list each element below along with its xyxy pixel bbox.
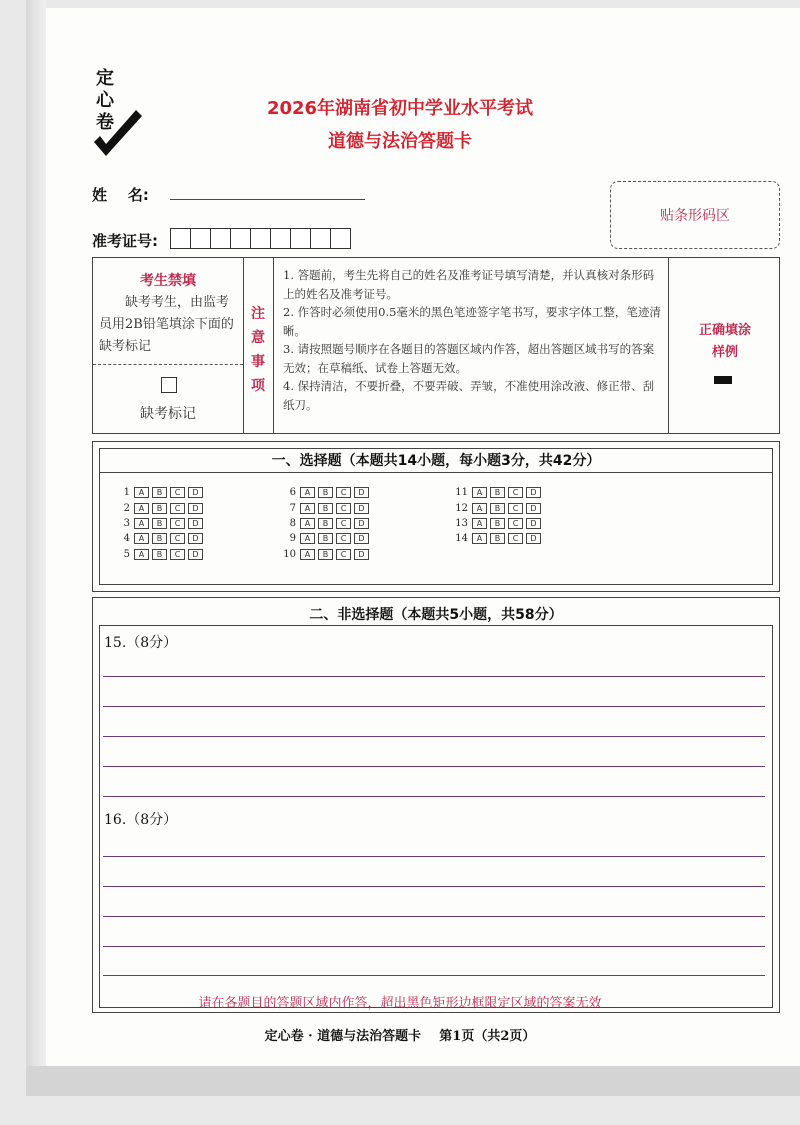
barcode-area — [610, 181, 780, 249]
page-shadow-bottom — [26, 1066, 800, 1096]
answer-bubble-c[interactable]: C — [170, 518, 185, 529]
filled-sample-mark — [714, 376, 732, 384]
notes-heading — [245, 302, 271, 398]
exam-id-digit-box[interactable] — [310, 228, 331, 249]
answer-bubble-b[interactable]: B — [152, 487, 167, 498]
answer-bubble-c[interactable]: C — [170, 533, 185, 544]
choice-question-row — [112, 531, 206, 546]
question-number: 1 — [123, 487, 130, 499]
answer-bubble-b[interactable]: B — [490, 487, 505, 498]
answer-bubble-d[interactable]: D — [526, 503, 541, 514]
choice-question-row — [450, 516, 544, 531]
answer-bubble-a[interactable]: A — [300, 503, 315, 514]
exam-id-digit-box[interactable] — [230, 228, 251, 249]
divider — [273, 258, 274, 433]
choice-question-row — [112, 516, 206, 531]
absent-mark-label: 缺考标记 — [140, 406, 196, 422]
answer-bubble-d[interactable]: D — [526, 533, 541, 544]
question-number: 13 — [455, 517, 468, 529]
name-field[interactable] — [170, 199, 365, 200]
exam-id-digit-box[interactable] — [290, 228, 311, 249]
answer-bubble-a[interactable]: A — [300, 533, 315, 544]
answer-bubble-a[interactable]: A — [472, 503, 487, 514]
divider — [93, 364, 243, 365]
exam-id-label: 准考证号: — [92, 232, 158, 250]
answer-line[interactable] — [103, 946, 765, 947]
answer-bubble-b[interactable]: B — [318, 518, 333, 529]
answer-bubble-a[interactable]: A — [134, 549, 149, 560]
answer-bubble-a[interactable]: A — [300, 487, 315, 498]
answer-bubble-d[interactable]: D — [354, 549, 369, 560]
choice-column — [278, 485, 372, 562]
divider — [99, 472, 773, 473]
exam-id-digit-box[interactable] — [250, 228, 271, 249]
choice-question-row — [278, 500, 372, 515]
answer-bubble-d[interactable]: D — [188, 518, 203, 529]
absent-text: 缺考考生，由监考员用2B铅笔填涂下面的缺考标记 — [99, 295, 234, 354]
free-response-section — [92, 597, 780, 1013]
page-footer: 定心卷 · 道德与法治答题卡 第1页（共2页） — [264, 1029, 536, 1044]
question-number: 12 — [455, 502, 468, 514]
answer-bubble-d[interactable]: D — [188, 533, 203, 544]
answer-bubble-c[interactable]: C — [336, 503, 351, 514]
question-number: 5 — [123, 548, 130, 560]
answer-bubble-d[interactable]: D — [526, 487, 541, 498]
answer-bubble-b[interactable]: B — [152, 549, 167, 560]
answer-bubble-b[interactable]: B — [490, 518, 505, 529]
question-number: 10 — [283, 548, 296, 560]
answer-line[interactable] — [103, 676, 765, 677]
answer-bubble-a[interactable]: A — [472, 487, 487, 498]
answer-bubble-c[interactable]: C — [336, 518, 351, 529]
answer-bubble-d[interactable]: D — [188, 503, 203, 514]
answer-line[interactable] — [103, 736, 765, 737]
answer-bubble-c[interactable]: C — [508, 487, 523, 498]
section1-heading: 一、选择题（本题共14小题，每小题3分，共42分） — [271, 453, 601, 469]
exam-id-digit-box[interactable] — [190, 228, 211, 249]
choice-question-row — [278, 547, 372, 562]
answer-bubble-a[interactable]: A — [134, 487, 149, 498]
instructions-panel — [92, 257, 780, 434]
note-item: 3. 请按照题号顺序在各题目的答题区域内作答，超出答题区域书写的答案无效；在草稿纸、试卷上答题无效。 — [283, 342, 655, 375]
choice-question-row — [278, 485, 372, 500]
boundary-warning: 请在各题目的答题区域内作答，超出黑色矩形边框限定区域的答案无效 — [198, 996, 602, 1011]
answer-bubble-c[interactable]: C — [170, 549, 185, 560]
divider — [243, 258, 244, 433]
answer-bubble-b[interactable]: B — [490, 533, 505, 544]
answer-bubble-c[interactable]: C — [336, 487, 351, 498]
answer-bubble-d[interactable]: D — [354, 503, 369, 514]
answer-bubble-d[interactable]: D — [188, 487, 203, 498]
question-number: 9 — [289, 533, 296, 545]
exam-id-field[interactable] — [170, 228, 350, 249]
question-number: 11 — [455, 487, 468, 499]
question-number: 8 — [289, 517, 296, 529]
question-number: 3 — [123, 517, 130, 529]
answer-line[interactable] — [103, 886, 765, 887]
question-number: 14 — [455, 533, 468, 545]
exam-subtitle: 道德与法治答题卡 — [328, 131, 472, 152]
answer-bubble-b[interactable]: B — [490, 503, 505, 514]
answer-bubble-c[interactable]: C — [170, 487, 185, 498]
choice-question-row — [450, 485, 544, 500]
section2-heading: 二、非选择题（本题共5小题，共58分） — [309, 607, 563, 623]
choice-question-row — [450, 531, 544, 546]
question-number: 6 — [289, 487, 296, 499]
name-label: 姓 名: — [92, 186, 149, 204]
answer-bubble-a[interactable]: A — [134, 533, 149, 544]
exam-id-digit-box[interactable] — [210, 228, 231, 249]
answer-bubble-b[interactable]: B — [152, 503, 167, 514]
answer-line[interactable] — [103, 706, 765, 707]
choice-question-row — [278, 516, 372, 531]
question-label: 15.（8分） — [104, 635, 178, 651]
answer-bubble-b[interactable]: B — [318, 487, 333, 498]
notes-heading-char: 事 — [251, 354, 265, 370]
notes-heading-char: 意 — [251, 330, 265, 346]
answer-bubble-d[interactable]: D — [354, 518, 369, 529]
notes-heading-char: 项 — [251, 378, 265, 394]
sample-title-line: 正确填涂 — [698, 323, 751, 338]
choice-column — [450, 485, 544, 547]
note-item: 4. 保持清洁，不要折叠，不要弄破、弄皱，不准使用涂改液、修正带、刮纸刀。 — [283, 379, 655, 412]
exam-title: 2026年湖南省初中学业水平考试 — [266, 98, 534, 119]
notes-list — [283, 266, 663, 414]
answer-line[interactable] — [103, 975, 765, 976]
answer-bubble-d[interactable]: D — [354, 533, 369, 544]
answer-bubble-d[interactable]: D — [188, 549, 203, 560]
answer-bubble-d[interactable]: D — [526, 518, 541, 529]
answer-bubble-d[interactable]: D — [354, 487, 369, 498]
question-number: 4 — [123, 533, 130, 545]
choice-question-row — [112, 500, 206, 515]
answer-bubble-c[interactable]: C — [336, 549, 351, 560]
answer-bubble-b[interactable]: B — [318, 503, 333, 514]
choice-question-row — [112, 485, 206, 500]
question-label: 16.（8分） — [104, 812, 178, 828]
note-item: 1. 答题前，考生先将自己的姓名及准考证号填写清楚，并认真核对条形码上的姓名及准考证号。 — [283, 268, 655, 301]
section-frame — [99, 625, 773, 1008]
page-shadow-left — [26, 0, 46, 1090]
answer-line[interactable] — [103, 856, 765, 857]
choice-question-row — [450, 500, 544, 515]
question-number: 7 — [289, 502, 296, 514]
answer-bubble-c[interactable]: C — [508, 503, 523, 514]
answer-bubble-c[interactable]: C — [336, 533, 351, 544]
answer-line[interactable] — [103, 796, 765, 797]
answer-bubble-c[interactable]: C — [170, 503, 185, 514]
answer-bubble-a[interactable]: A — [472, 518, 487, 529]
answer-line[interactable] — [103, 916, 765, 917]
answer-bubble-b[interactable]: B — [152, 533, 167, 544]
answer-bubble-b[interactable]: B — [152, 518, 167, 529]
answer-bubble-a[interactable]: A — [300, 549, 315, 560]
answer-line[interactable] — [103, 766, 765, 767]
barcode-label: 贴条形码区 — [660, 208, 730, 224]
brand-logo-text: 定心卷 — [96, 68, 114, 133]
note-item: 2. 作答时必须使用0.5毫米的黑色笔迹签字笔书写，要求字体工整，笔迹清晰。 — [283, 305, 661, 338]
answer-bubble-a[interactable]: A — [134, 518, 149, 529]
answer-bubble-b[interactable]: B — [318, 549, 333, 560]
answer-bubble-c[interactable]: C — [508, 518, 523, 529]
notes-heading-char: 注 — [251, 306, 265, 322]
question-number: 2 — [123, 502, 130, 514]
answer-bubble-a[interactable]: A — [134, 503, 149, 514]
answer-bubble-a[interactable]: A — [300, 518, 315, 529]
answer-bubble-b[interactable]: B — [318, 533, 333, 544]
answer-bubble-a[interactable]: A — [472, 533, 487, 544]
choice-question-row — [278, 531, 372, 546]
exam-id-digit-box[interactable] — [170, 228, 191, 249]
sample-title — [669, 320, 781, 364]
exam-id-digit-box[interactable] — [270, 228, 291, 249]
absent-title: 考生禁填 — [140, 273, 196, 289]
sample-title-line: 样例 — [711, 345, 738, 360]
absent-checkbox[interactable] — [161, 377, 177, 393]
exam-id-digit-box[interactable] — [330, 228, 351, 249]
choice-question-row — [112, 547, 206, 562]
answer-bubble-c[interactable]: C — [508, 533, 523, 544]
choice-column — [112, 485, 206, 562]
